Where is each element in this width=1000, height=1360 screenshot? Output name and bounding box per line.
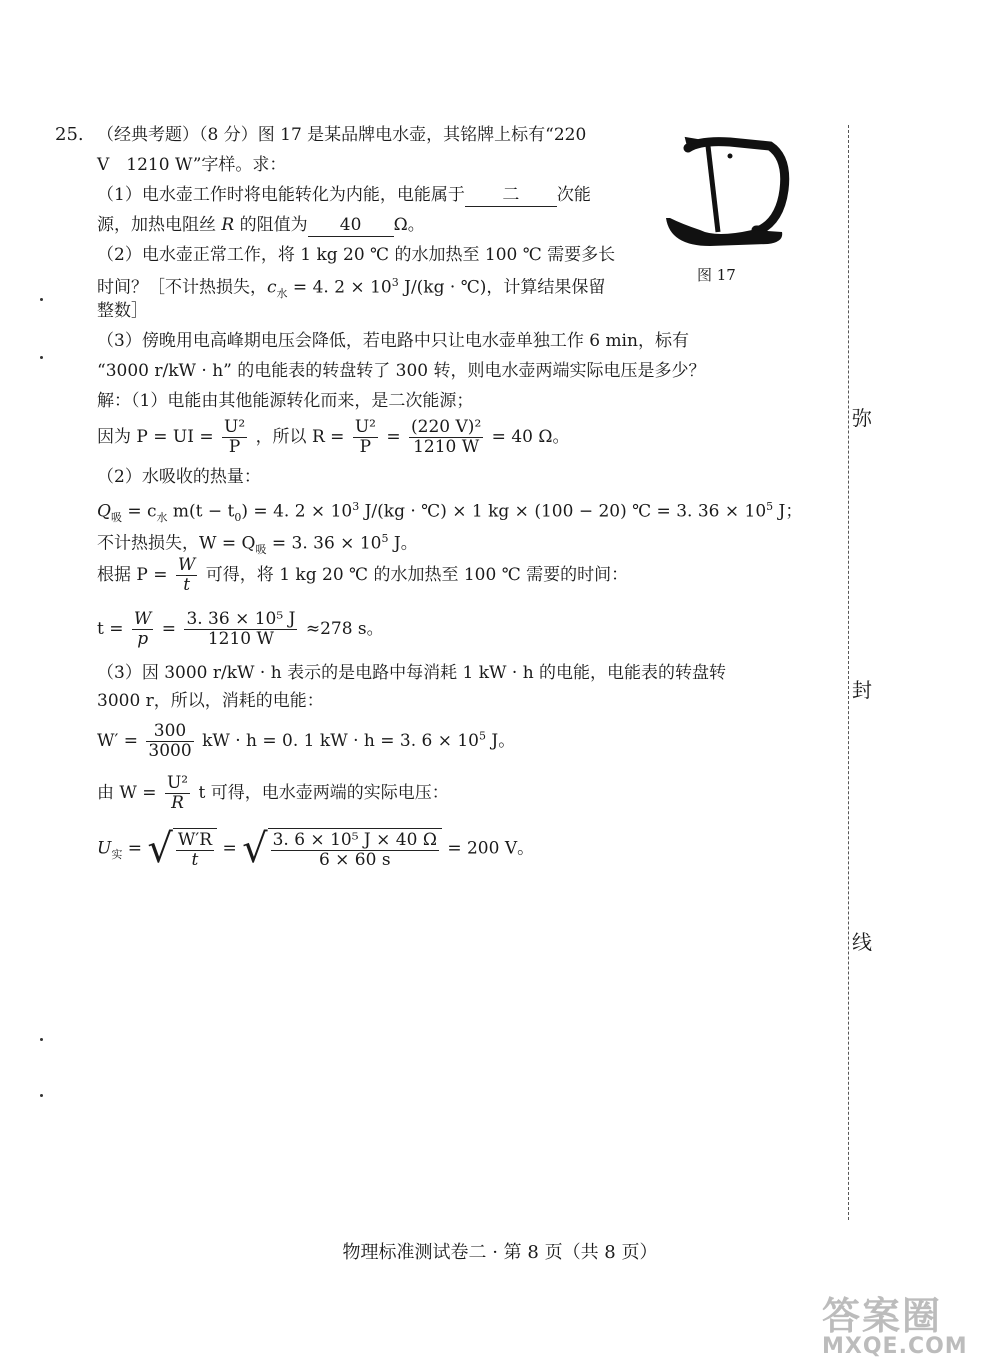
kettle-figure xyxy=(660,128,790,268)
watermark-url: MXQE.COM xyxy=(822,1334,968,1359)
margin-dot xyxy=(40,1038,43,1041)
square-root: √ $\frac{\text{3. 6 × 10⁵ J × 40 Ω}}{6 \times 60 s}$ xyxy=(242,828,442,870)
seal-char-1: 弥 xyxy=(852,406,872,430)
kettle-icon xyxy=(660,128,790,268)
solution-line-7: t = $\frac{W}{p}$ = $\frac{\text{3. 36 × 10⁵ J}}{1210 W}$ ≈278 s。 xyxy=(97,609,384,649)
seal-line xyxy=(848,125,849,1220)
solution-line-12: $U_实$ = √ $\frac{W'R}{t}$ = √ $\frac{\text{3. 6 × 10⁵ J × 40 Ω}}{6 \times 60 s}$ = 200 V。 xyxy=(97,826,535,872)
fraction: $\frac{\text{(220 V)²}}{1210 W}$ xyxy=(411,417,482,457)
fraction: $\frac{\text{U²}}{R}$ xyxy=(166,773,189,813)
solution-line-1: 解：（1）电能由其他能源转化而来，是二次能源； xyxy=(97,391,474,411)
fraction: $\frac{\text{3. 36 × 10⁵ J}}{1210 W}$ xyxy=(186,609,296,649)
solution-line-11: 由 W = $\frac{\text{U²}}{R}$ t 可得，电水壶两端的实际电压： xyxy=(97,773,449,813)
solution-line-8: （3）因 3000 r/kW · h 表示的是电路中每消耗 1 kW · h 的电能，电能表的转盘转 xyxy=(97,663,727,683)
margin-dot xyxy=(40,298,43,301)
solution-line-10: W′ = $\frac{300}{3000}$ kW · h = 0. 1 kW · h = 3. $6 \times 10^5$ J。 xyxy=(97,721,516,761)
solution-line-4: $Q_吸 = c_水$ $m(t - t_0) = 4$. $2 \times 10^3$ J/(kg · ℃) × 1 kg × (100 − 20) ℃ = 3. $36 \times 10^5$ J； xyxy=(97,500,803,525)
seal-char-2: 封 xyxy=(852,678,872,702)
solution-line-3: （2）水吸收的热量： xyxy=(97,467,261,487)
fraction: $\frac{300}{3000}$ xyxy=(148,721,192,761)
margin-dot xyxy=(40,356,43,359)
question-line-2: V 1210 W”字样。求： xyxy=(97,155,287,175)
figure-caption: 图 17 xyxy=(697,266,736,284)
margin-dot xyxy=(40,1094,43,1097)
solution-line-2: 因为 P = UI = $\frac{\text{U²}}{P}$ ，所以 R = $\frac{\text{U²}}{P}$ = $\frac{\text{(220 V)²}}{1210 W}$ = 40 Ω。 xyxy=(97,417,570,457)
fraction: $\frac{W}{p}$ xyxy=(133,609,152,649)
solution-line-9: 3000 r，所以，消耗的电能： xyxy=(97,691,324,711)
part-3-line-2: “3000 r/kW · h” 的电能表的转盘转了 300 转，则电水壶两端实际电压是多少？ xyxy=(97,361,706,381)
part-1-line-1: （1）电水壶工作时将电能转化为内能，电能属于 二 次能 xyxy=(97,185,591,205)
part-2-line-3: 整数］ xyxy=(97,301,148,321)
fraction: $\frac{W}{t}$ xyxy=(177,555,196,595)
part-3-line-1: （3）傍晚用电高峰期电压会降低，若电路中只让电水壶单独工作 6 min，标有 xyxy=(97,331,689,351)
question-line-1: （经典考题）（8 分）图 17 是某品牌电水壶，其铭牌上标有“220 xyxy=(97,125,587,145)
part-2-line-2: 时间？［不计热损失，$c_水 = 4$. $2 \times 10^3$ J/(kg · ℃)，计算结果保留 xyxy=(97,276,606,301)
part-2-line-1: （2）电水壶正常工作，将 1 kg 20 ℃ 的水加热至 100 ℃ 需要多长 xyxy=(97,245,616,265)
fraction: $\frac{\text{U²}}{P}$ xyxy=(354,417,376,457)
watermark-logo xyxy=(822,1285,997,1359)
part-1-line-2: 源，加热电阻丝 R 的阻值为 40 Ω。 xyxy=(97,215,425,235)
seal-char-3: 线 xyxy=(852,930,872,954)
watermark-text: 答案圈 xyxy=(822,1294,943,1338)
answer-blank-1: 二 xyxy=(465,184,557,207)
fraction: $\frac{\text{U²}}{P}$ xyxy=(224,417,246,457)
solution-line-5: 不计热损失，$W = Q_吸 = 3$. $36 \times 10^5$ J。 xyxy=(97,532,418,557)
fraction: $\frac{\text{3. 6 × 10⁵ J × 40 Ω}}{6 \times 60 s}$ xyxy=(272,830,437,870)
fraction: $\frac{W'R}{t}$ xyxy=(177,830,213,870)
square-root: √ $\frac{W'R}{t}$ xyxy=(147,828,217,870)
question-number: 25. xyxy=(55,124,84,145)
page-footer: 物理标准测试卷二 · 第 8 页（共 8 页） xyxy=(342,1242,658,1263)
solution-line-6: 根据 P = $\frac{W}{t}$ 可得，将 1 kg 20 ℃ 的水加热至 100 ℃ 需要的时间： xyxy=(97,555,629,595)
answer-blank-2: 40 xyxy=(308,214,394,237)
